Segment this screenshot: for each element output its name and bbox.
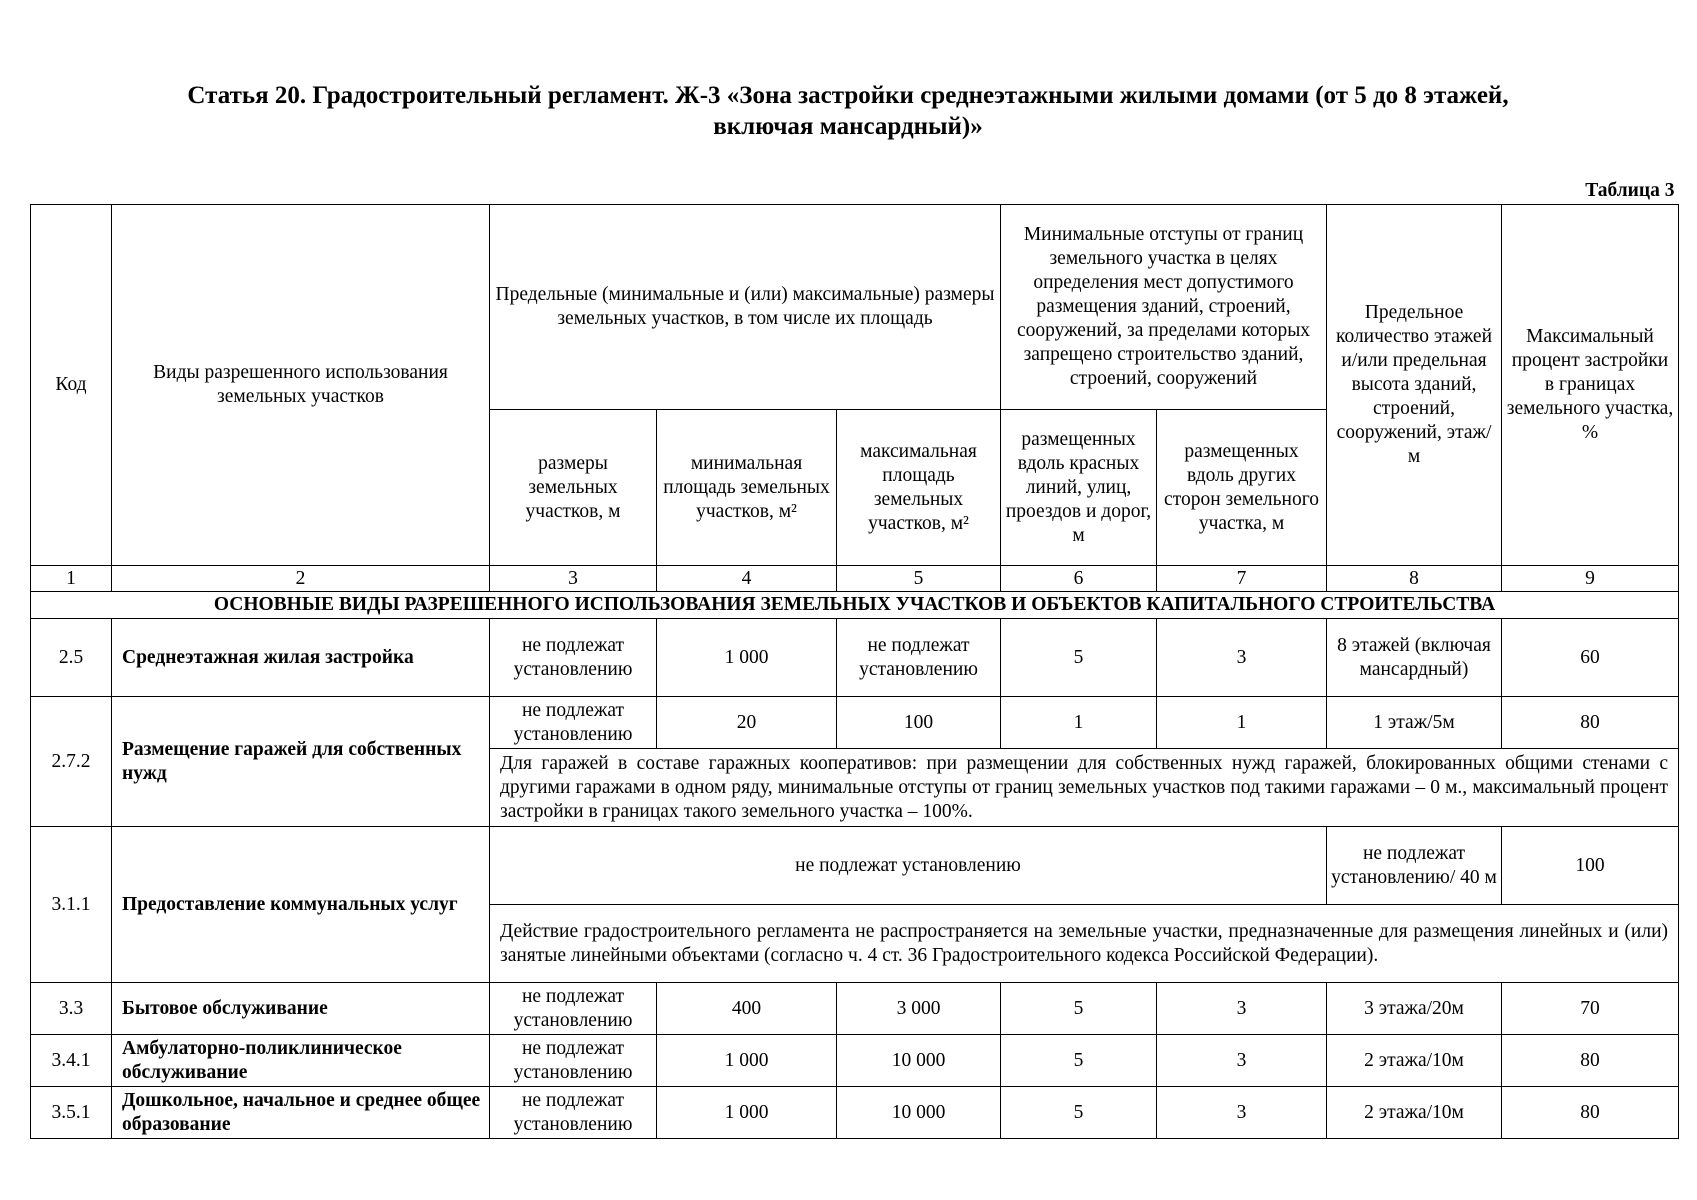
row-code: 3.4.1 bbox=[31, 1035, 112, 1087]
row-code: 2.5 bbox=[31, 619, 112, 697]
title-line-1: Статья 20. Градостроительный регламент. Ж-3 «Зона застройки среднеэтажными жилыми домами (от 5 до 8 этажей, bbox=[187, 82, 1509, 109]
section-row bbox=[31, 592, 1679, 619]
row-setback-other: 3 bbox=[1157, 619, 1327, 697]
column-number: 7 bbox=[1157, 566, 1327, 592]
table-row bbox=[31, 983, 1679, 1035]
header-row-1 bbox=[31, 205, 1679, 410]
row-min-area: 400 bbox=[657, 983, 837, 1035]
column-number: 1 bbox=[31, 566, 112, 592]
section-title: ОСНОВНЫЕ ВИДЫ РАЗРЕШЕННОГО ИСПОЛЬЗОВАНИЯ ЗЕМЕЛЬНЫХ УЧАСТКОВ И ОБЪЕКТОВ КАПИТАЛЬНОГО СТРОИТЕЛЬСТВА bbox=[31, 592, 1679, 619]
row-min-area: 1 000 bbox=[657, 619, 837, 697]
row-percent: 70 bbox=[1502, 983, 1679, 1035]
header-setbacks: Минимальные отступы от границ земельного участка в целях определения мест допустимого размещения зданий, строений, сооружений, за пределами которых запрещено строительство зданий, строений, сооружений bbox=[1001, 205, 1327, 410]
row-setback-other: 3 bbox=[1157, 983, 1327, 1035]
column-number: 3 bbox=[490, 566, 657, 592]
row-min-area: 1 000 bbox=[657, 1035, 837, 1087]
table-row bbox=[31, 1087, 1679, 1139]
column-number: 5 bbox=[837, 566, 1001, 592]
column-number: 8 bbox=[1327, 566, 1502, 592]
document-title bbox=[60, 80, 1636, 142]
row-code: 3.1.1 bbox=[31, 827, 112, 983]
row-max-area: 3 000 bbox=[837, 983, 1001, 1035]
row-setback-other: 1 bbox=[1157, 697, 1327, 749]
row-code: 2.7.2 bbox=[31, 697, 112, 827]
row-floors: 2 этажа/10м bbox=[1327, 1035, 1502, 1087]
row-code: 3.5.1 bbox=[31, 1087, 112, 1139]
row-percent: 60 bbox=[1502, 619, 1679, 697]
row-min-area: 1 000 bbox=[657, 1087, 837, 1139]
row-min-area: 20 bbox=[657, 697, 837, 749]
row-sizes: не подлежат установлению bbox=[490, 619, 657, 697]
row-percent: 80 bbox=[1502, 1035, 1679, 1087]
header-sizes: размеры земельных участков, м bbox=[490, 410, 657, 566]
table-caption-row bbox=[31, 178, 1679, 205]
row-setback-red: 5 bbox=[1001, 983, 1157, 1035]
header-setback-red: размещенных вдоль красных линий, улиц, проездов и дорог, м bbox=[1001, 410, 1157, 566]
row-use-name: Размещение гаражей для собственных нужд bbox=[112, 697, 490, 827]
row-sizes: не подлежат установлению bbox=[490, 697, 657, 749]
row-use-name: Дошкольное, начальное и среднее общее образование bbox=[112, 1087, 490, 1139]
row-note: Для гаражей в составе гаражных кооперативов: при размещении для собственных нужд гаражей, блокированных общими стенами с другими гаражами в одном ряду, минимальные отступы от границ земельных участков под такими гаражами – 0 м., максимальный процент застройки в границах такого земельного участка – 100%. bbox=[490, 749, 1679, 827]
table-caption: Таблица 3 bbox=[31, 178, 1679, 205]
row-merged-value: не подлежат установлению bbox=[490, 827, 1327, 905]
column-number: 6 bbox=[1001, 566, 1157, 592]
row-floors: 1 этаж/5м bbox=[1327, 697, 1502, 749]
column-number-row bbox=[31, 566, 1679, 592]
title-line-2: включая мансардный)» bbox=[713, 113, 983, 140]
row-sizes: не подлежат установлению bbox=[490, 1035, 657, 1087]
column-number: 9 bbox=[1502, 566, 1679, 592]
header-limits: Предельные (минимальные и (или) максимальные) размеры земельных участков, в том числе их площадь bbox=[490, 205, 1001, 410]
table-row bbox=[31, 697, 1679, 749]
row-max-area: 100 bbox=[837, 697, 1001, 749]
header-code: Код bbox=[31, 205, 112, 566]
row-sizes: не подлежат установлению bbox=[490, 1087, 657, 1139]
row-note: Действие градостроительного регламента не распространяется на земельные участки, предназначенные для размещения линейных и (или) занятые линейными объектами (согласно ч. 4 ст. 36 Градостроительного кодекса Российской Федерации). bbox=[490, 905, 1679, 983]
row-setback-other: 3 bbox=[1157, 1087, 1327, 1139]
row-setback-red: 5 bbox=[1001, 1087, 1157, 1139]
row-use-name: Амбулаторно-поликлиническое обслуживание bbox=[112, 1035, 490, 1087]
row-setback-other: 3 bbox=[1157, 1035, 1327, 1087]
table-row bbox=[31, 827, 1679, 905]
row-percent: 100 bbox=[1502, 827, 1679, 905]
row-floors: 3 этажа/20м bbox=[1327, 983, 1502, 1035]
row-max-area: 10 000 bbox=[837, 1087, 1001, 1139]
row-percent: 80 bbox=[1502, 1087, 1679, 1139]
row-percent: 80 bbox=[1502, 697, 1679, 749]
header-max-percent: Максимальный процент застройки в границах земельного участка, % bbox=[1502, 205, 1679, 566]
row-floors: 2 этажа/10м bbox=[1327, 1087, 1502, 1139]
row-floors: 8 этажей (включая мансардный) bbox=[1327, 619, 1502, 697]
row-setback-red: 5 bbox=[1001, 619, 1157, 697]
regulation-table bbox=[30, 178, 1679, 1139]
header-setback-other: размещенных вдоль других сторон земельного участка, м bbox=[1157, 410, 1327, 566]
row-code: 3.3 bbox=[31, 983, 112, 1035]
row-use-name: Предоставление коммунальных услуг bbox=[112, 827, 490, 983]
table-row bbox=[31, 619, 1679, 697]
row-max-area: 10 000 bbox=[837, 1035, 1001, 1087]
table-row bbox=[31, 1035, 1679, 1087]
row-sizes: не подлежат установлению bbox=[490, 983, 657, 1035]
header-min-area: минимальная площадь земельных участков, м² bbox=[657, 410, 837, 566]
header-floors: Предельное количество этажей и/или предельная высота зданий, строений, сооружений, этаж/м bbox=[1327, 205, 1502, 566]
row-setback-red: 1 bbox=[1001, 697, 1157, 749]
row-setback-red: 5 bbox=[1001, 1035, 1157, 1087]
column-number: 4 bbox=[657, 566, 837, 592]
row-use-name: Среднеэтажная жилая застройка bbox=[112, 619, 490, 697]
row-floors: не подлежат установлению/ 40 м bbox=[1327, 827, 1502, 905]
column-number: 2 bbox=[112, 566, 490, 592]
row-max-area: не подлежат установлению bbox=[837, 619, 1001, 697]
header-max-area: максимальная площадь земельных участков, м² bbox=[837, 410, 1001, 566]
row-use-name: Бытовое обслуживание bbox=[112, 983, 490, 1035]
header-use: Виды разрешенного использования земельных участков bbox=[112, 205, 490, 566]
